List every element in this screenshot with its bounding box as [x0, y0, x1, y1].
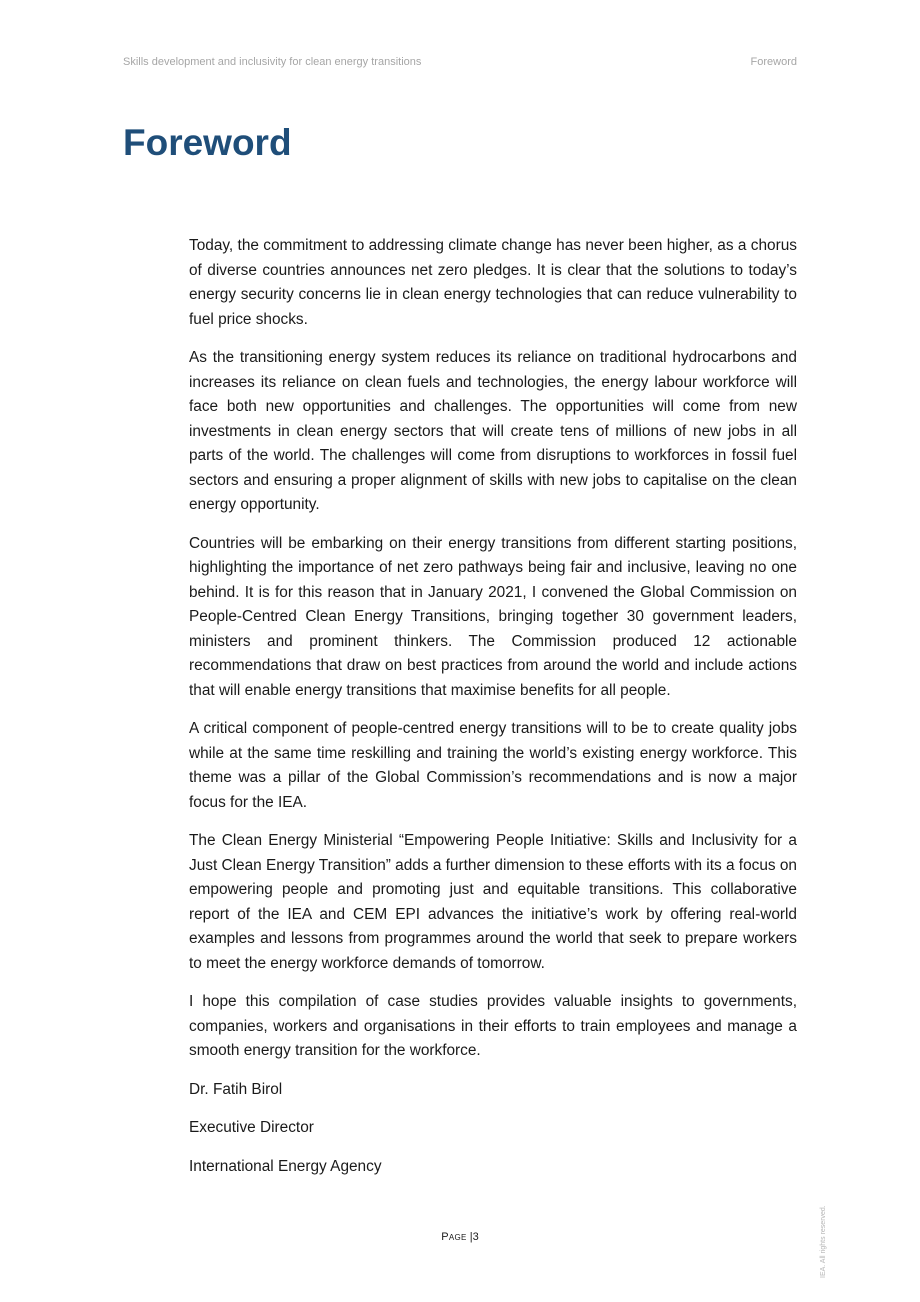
page-title: Foreword — [123, 122, 292, 163]
signature-organisation: International Energy Agency — [189, 1157, 382, 1175]
paragraph-2: As the transitioning energy system reduces its reliance on traditional hydrocarbons and increases its reliance on clean fuels and technologies, the energy labour workforce will face both new opportunities and challenges. The opportunities will come from new investments in clean energy sectors that will create tens of millions of new jobs in all parts of the world. The challenges will come from disruptions to workforces in fossil fuel sectors and ensuring a proper alignment of skills with new jobs to capitalise on the clean energy opportunity. — [189, 349, 797, 513]
page-separator: | — [469, 1231, 473, 1243]
foreword-body — [189, 234, 797, 1193]
paragraph-5: The Clean Energy Ministerial “Empowering People Initiative: Skills and Inclusivity for a Just Clean Energy Transition” adds a further dimension to these efforts with its a focus on empowering people and promoting just and equitable transitions. This collaborative report of the IEA and CEM EPI advances the initiative’s work by offering real-world examples and lessons from programmes around the world that seek to prepare workers to meet the energy workforce demands of tomorrow. — [189, 832, 797, 972]
header-document-title: Skills development and inclusivity for clean energy transitions — [123, 56, 422, 68]
rights-notice — [820, 1198, 830, 1278]
page-number-value: 3 — [472, 1231, 479, 1243]
signature-role: Executive Director — [189, 1119, 314, 1136]
page-label: Page — [441, 1231, 467, 1243]
rights-notice-text: IEA. All rights reserved. — [820, 1205, 827, 1278]
signature-name: Dr. Fatih Birol — [189, 1080, 283, 1098]
paragraph-6: I hope this compilation of case studies provides valuable insights to governments, companies, workers and organisations in their efforts to train employees and manage a smooth energy transition for the workforce. — [189, 993, 797, 1059]
running-header — [123, 56, 797, 72]
header-section-name: Foreword — [750, 56, 797, 68]
paragraph-1: Today, the commitment to addressing climate change has never been higher, as a chorus of diverse countries announces net zero pledges. It is clear that the solutions to today’s energy security concerns lie in clean energy technologies that can reduce vulnerability to fuel price shocks. — [189, 237, 797, 328]
paragraph-4: A critical component of people-centred energy transitions will to be to create quality jobs while at the same time reskilling and training the world’s existing energy workforce. This theme was a pillar of the Global Commission’s recommendations and is now a major focus for the IEA. — [189, 720, 797, 811]
page-number — [0, 1231, 920, 1243]
paragraph-3: Countries will be embarking on their energy transitions from different starting positions, highlighting the importance of net zero pathways being fair and inclusive, leaving no one behind. It is for this reason that in January 2021, I convened the Global Commission on People-Centred Clean Energy Transitions, bringing together 30 government leaders, ministers and prominent thinkers. The Commission produced 12 actionable recommendations that draw on best practices from around the world and include actions that will enable energy transitions that maximise benefits for all people. — [189, 534, 797, 699]
